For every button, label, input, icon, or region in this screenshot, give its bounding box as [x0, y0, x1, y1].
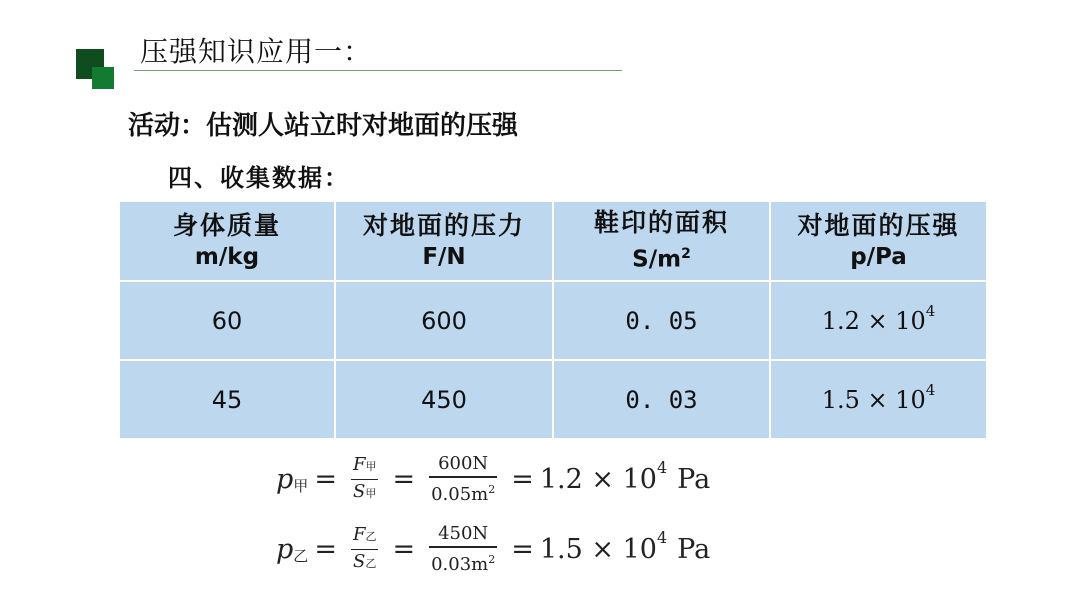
fraction-denominator-value — [429, 478, 497, 507]
denominator-value-exp: 2 — [488, 552, 496, 566]
fraction-symbolic — [351, 523, 379, 577]
equals-sign: = — [511, 463, 534, 495]
denominator-sub: 乙 — [365, 557, 377, 570]
cell-mass: 60 — [119, 281, 335, 360]
fraction-denominator-value — [429, 548, 497, 577]
header-area-label: 鞋印的面积 — [593, 208, 729, 238]
header-force-unit: F/N — [422, 244, 466, 270]
fraction-symbolic — [351, 453, 379, 507]
numerator-var: F — [352, 523, 366, 545]
header-area-unit — [554, 239, 769, 275]
title-underline — [134, 70, 622, 71]
cell-area: 0. 03 — [553, 360, 770, 439]
cell-force: 450 — [335, 360, 553, 439]
table-row — [119, 360, 987, 439]
fraction-numerator-value: 600N — [438, 453, 489, 474]
equals-sign: = — [392, 463, 416, 495]
table-row — [119, 281, 987, 360]
denominator-value-base: 0.03m — [431, 553, 489, 575]
denominator-value-base: 0.05m — [431, 483, 489, 505]
equals-sign: = — [511, 533, 534, 565]
formula-yi — [276, 522, 710, 577]
equals-sign: = — [314, 463, 337, 495]
header-force — [335, 201, 553, 281]
header-area-unit-base: S/m — [632, 246, 682, 273]
denominator-var: S — [353, 551, 366, 572]
header-mass-unit: m/kg — [194, 244, 260, 270]
cell-force: 600 — [335, 281, 553, 360]
cell-pressure-base: 1.2 × 10 — [821, 307, 926, 335]
cell-pressure-exp: 4 — [925, 302, 936, 320]
numerator-sub: 乙 — [365, 529, 377, 543]
header-force-label: 对地面的压力 — [362, 211, 525, 240]
header-mass — [119, 201, 335, 281]
fraction-denominator — [351, 480, 378, 506]
formula-symbol: p — [276, 533, 294, 565]
header-area-unit-exp: 2 — [681, 246, 691, 263]
cell-pressure-base: 1.5 × 10 — [821, 386, 926, 414]
slide-title: 压强知识应用一： — [140, 35, 373, 68]
fraction-denominator — [351, 550, 378, 576]
logo-square-light — [92, 67, 114, 89]
header-pressure-label: 对地面的压强 — [797, 211, 960, 240]
equals-sign: = — [392, 533, 416, 565]
cell-area: 0. 05 — [553, 281, 770, 360]
header-pressure — [770, 201, 987, 281]
fraction-numerator — [351, 523, 379, 549]
slide-logo-squares — [76, 49, 116, 91]
denominator-value-exp: 2 — [488, 482, 496, 496]
formula-result: 1.5 × 10 — [539, 533, 657, 565]
denominator-var: S — [353, 481, 366, 502]
numerator-sub: 甲 — [365, 459, 377, 473]
cell-pressure — [770, 360, 987, 439]
formula-result-exp: 4 — [656, 527, 668, 547]
cell-pressure-exp: 4 — [925, 381, 936, 399]
denominator-sub: 甲 — [365, 487, 377, 500]
formula-unit: Pa — [677, 463, 711, 495]
table-header-row — [119, 201, 987, 281]
numerator-var: F — [352, 453, 366, 475]
cell-mass: 45 — [119, 360, 335, 439]
formula-subscript: 甲 — [293, 476, 309, 495]
section-subheading: 四、收集数据： — [168, 163, 350, 192]
activity-heading: 活动：估测人站立时对地面的压强 — [128, 111, 519, 141]
fraction-numeric — [429, 522, 497, 577]
header-mass-label: 身体质量 — [172, 211, 281, 240]
formula-unit: Pa — [677, 533, 711, 565]
fraction-numerator — [351, 453, 379, 479]
fraction-numeric — [429, 452, 497, 507]
formula-jia — [276, 452, 710, 507]
formula-subscript: 乙 — [293, 546, 309, 565]
formula-result-exp: 4 — [656, 457, 668, 477]
fraction-numerator-value: 450N — [438, 523, 489, 544]
equals-sign: = — [314, 533, 337, 565]
header-area — [553, 201, 770, 281]
cell-pressure — [770, 281, 987, 360]
data-table — [118, 200, 988, 440]
formula-symbol: p — [276, 463, 294, 495]
header-pressure-unit: p/Pa — [850, 244, 907, 270]
formula-result: 1.2 × 10 — [539, 463, 657, 495]
